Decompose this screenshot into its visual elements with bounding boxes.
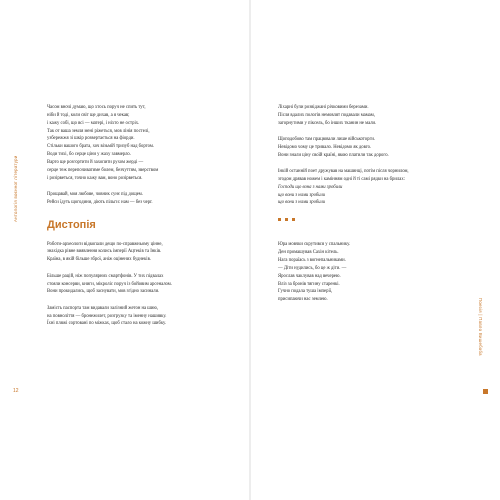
poem-line: згодом дрявав ножем і камінням одні й ті самі рядки на брилах: bbox=[278, 176, 405, 182]
poem-line: Їхні пляжі сортовані по міжках, щоб стало на кожну шибку. bbox=[47, 321, 167, 327]
stanza bbox=[47, 191, 243, 207]
poem-line: ніби й тоді, коли світ ще дихав, а я чекав; bbox=[47, 112, 130, 118]
poem-line: Гучно подала туша імперії, bbox=[278, 289, 333, 295]
italic-refrain-line: що вони з нами зробили bbox=[278, 192, 325, 198]
poem-line: Більше рацій, ніж популярних смартфонів. У тих підвалах bbox=[47, 273, 164, 279]
poem-line: Так от ваша земля мені ріжеться, мов лінія постелі, bbox=[47, 128, 150, 134]
left-stanzas bbox=[47, 104, 243, 207]
poem-line: Вони прокидались, щоб заснувати, мов згідно засинали. bbox=[47, 289, 160, 295]
left-page-number: 12 bbox=[13, 388, 19, 394]
stanza bbox=[278, 241, 478, 304]
left-running-head: Антологія воєнної літератури bbox=[13, 155, 18, 222]
poem-line: Вліз за бронів тягину старенкі. bbox=[278, 281, 340, 287]
divider-dot bbox=[278, 218, 281, 221]
poem-line: Часом вночі думаю, що хтось поруч не спить тут, bbox=[47, 105, 146, 110]
running-head-section: Поезія bbox=[478, 298, 483, 313]
poem-line: Невідомо чому це тривало. Невідомо як довго. bbox=[278, 144, 372, 150]
divider-dot bbox=[285, 218, 288, 221]
italic-intro-line: Інкій останній поет дружував на машинці, потім після чорнилом, bbox=[278, 169, 409, 175]
poem-line: Прощавай, моя любове, човник сунє під дощем. bbox=[47, 191, 143, 197]
poem-line: Ліхарні були розвіджані річковими березами. bbox=[278, 105, 369, 110]
poem-line: Ярослав чаклував над вечерею. bbox=[278, 273, 341, 279]
poem-line: Рейси їдуть щогодини, діють пільги: нам — без черг. bbox=[47, 199, 153, 205]
italic-lines bbox=[278, 176, 478, 207]
stanza bbox=[47, 305, 243, 329]
section-stanzas bbox=[47, 241, 243, 329]
poem-line: загорнутими у піксель, бо інших тканин не мали. bbox=[278, 120, 377, 126]
right-text-column bbox=[278, 104, 478, 313]
poem-line: знахідка рівне виявлення колись імперії Ацтеків та Інків. bbox=[47, 249, 162, 255]
running-head-separator: | bbox=[478, 314, 483, 318]
poem-line: Ден промашував Сахін кітель. bbox=[278, 250, 339, 256]
poem-line: і кажу собі, що всі — матері, і ніхто не остріх. bbox=[47, 120, 140, 126]
poem-line: Країна, в якій більше зброї, аніж оцінених буднеків. bbox=[47, 257, 151, 263]
left-text-column bbox=[47, 104, 243, 337]
poem-line: — Діти нудились, бо це ж діти. — bbox=[278, 265, 347, 271]
poem-line: Після вдалих пологів немовлят подавали мамам, bbox=[278, 112, 375, 118]
stanza bbox=[278, 136, 478, 160]
right-stanzas-top bbox=[278, 104, 478, 160]
page-marker-square bbox=[483, 389, 488, 394]
italic-refrain-line: Господи що вона з нами зробили bbox=[278, 184, 343, 190]
poem-line: Стільки вашого брата, хоч візьмій тризуб над бортом. bbox=[47, 144, 155, 150]
divider-dot bbox=[292, 218, 295, 221]
stanza bbox=[47, 273, 243, 297]
italic-refrain-line: що вони з нами зробили bbox=[278, 200, 325, 206]
italic-stanza bbox=[278, 168, 478, 207]
poem-line: і розірветься, точно кажу вам, воно розірветься. bbox=[47, 175, 143, 181]
poem-line: Замість паспорта там видавали залізний жетон на шию, bbox=[47, 305, 159, 311]
poem-line: Вони знали ціну своїй країні, якою платили так дорого. bbox=[278, 152, 389, 158]
poem-line: серце теж перепочиватиме болем, безчуттям, зверством bbox=[47, 167, 159, 173]
right-page bbox=[250, 0, 500, 500]
poem-line: Роботи-археологи відкопали дещо по-справжньому цінне, bbox=[47, 241, 163, 247]
stanza bbox=[278, 104, 478, 128]
poem-line: Юра мовчки скрутився у спальнику. bbox=[278, 242, 351, 248]
poem-line: Варто ще розгортити й захопити рухом жерді — bbox=[47, 159, 144, 165]
poem-line: присипаючи нас землею. bbox=[278, 297, 328, 303]
right-running-head bbox=[478, 298, 483, 356]
poem-line: Води тихі, бо серце ціни у жаху завмерло. bbox=[47, 152, 131, 158]
section-divider-dots bbox=[278, 217, 478, 223]
stanza bbox=[47, 104, 243, 182]
poem-line: Щоподобово там працювали лише військоторги. bbox=[278, 137, 376, 143]
section-title: Дистопія bbox=[47, 218, 96, 231]
poem-line: узбережжя зі шкір розвертається на фіорди. bbox=[47, 136, 135, 142]
stanza bbox=[47, 241, 243, 265]
right-stanzas-bottom bbox=[278, 241, 478, 304]
running-head-author: Павло Вишебаба bbox=[478, 317, 483, 356]
poem-line: стояли консерви, книги, мікроліс поруч із бойовим арсеналом. bbox=[47, 281, 172, 287]
poem-line: Нагa пораїась з вогнепальниками. bbox=[278, 257, 346, 263]
poem-line: на повноліття — бронежилет, розгрузку та іменну нашивку. bbox=[47, 313, 167, 319]
